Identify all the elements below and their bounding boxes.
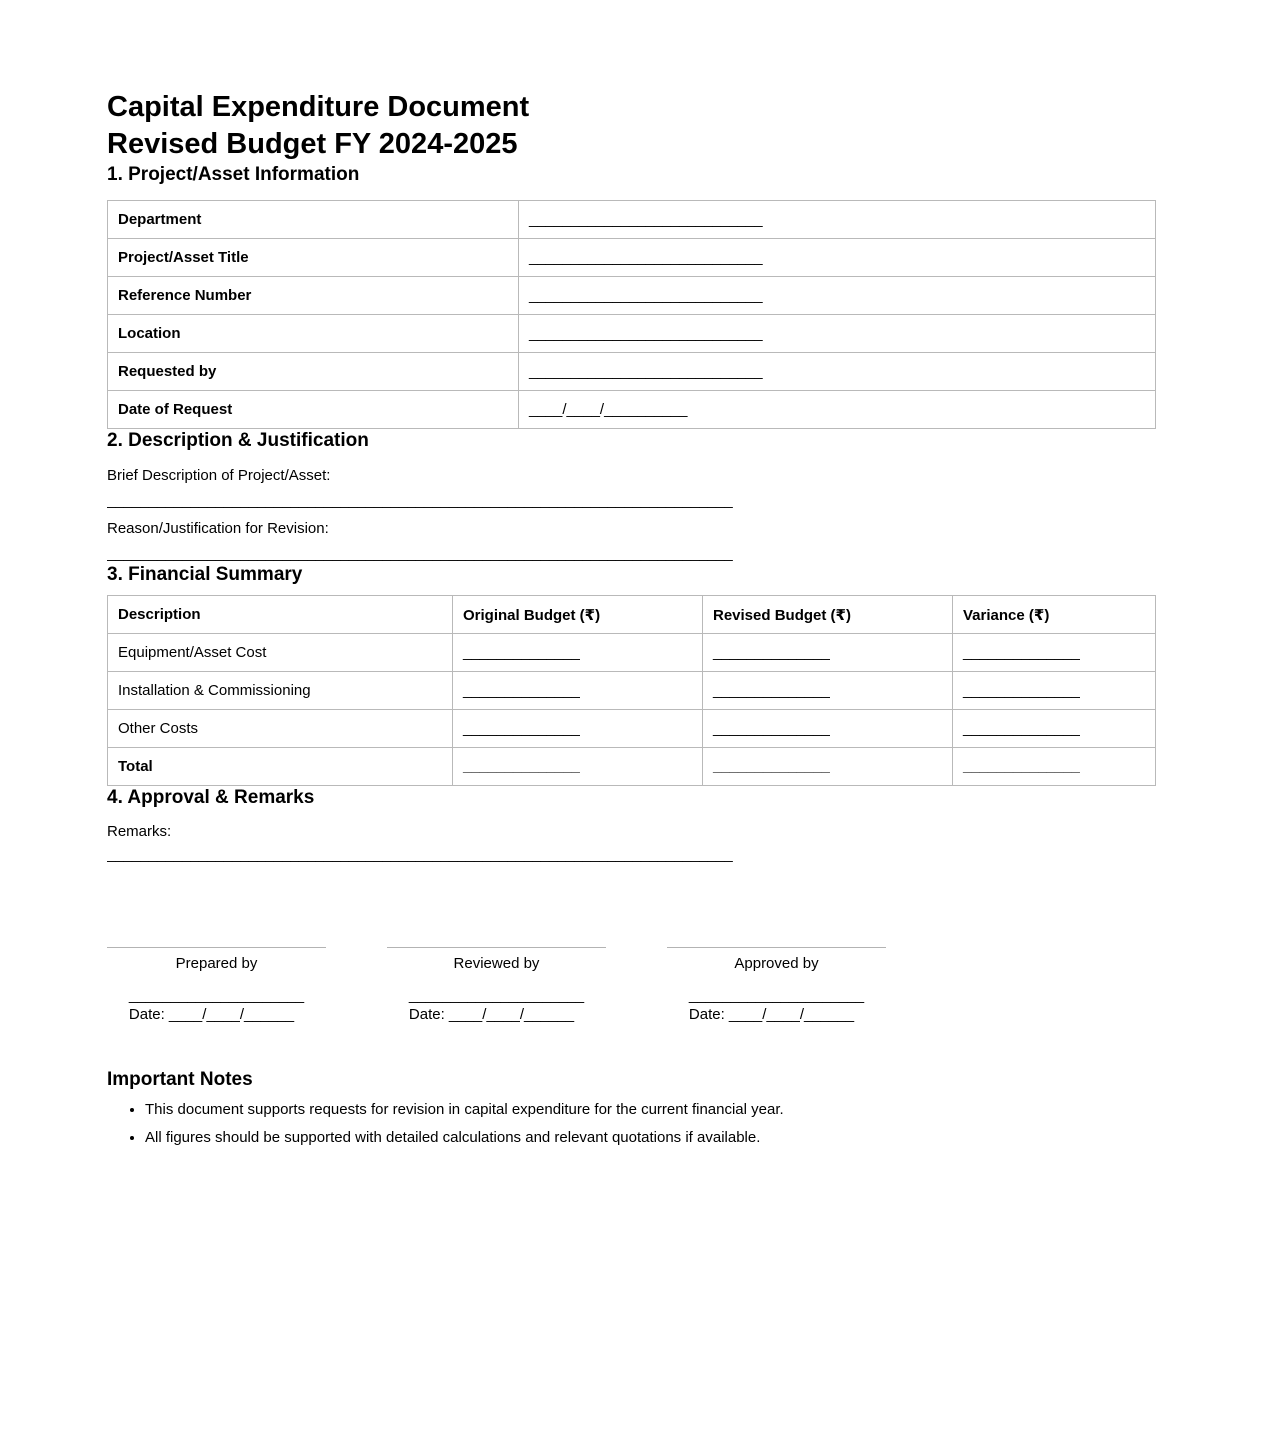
section-4-heading: 4. Approval & Remarks bbox=[107, 787, 315, 808]
justification-blank-line: ___________________________________________________________________________ bbox=[107, 545, 733, 562]
date-label: Date: ____/____/______ bbox=[128, 1006, 295, 1023]
blank-line-reference-number: ____________________________ bbox=[519, 277, 1156, 315]
field-label-location: Location bbox=[108, 315, 519, 353]
blank-cell: ______________ bbox=[953, 634, 1156, 672]
blank-cell: ______________ bbox=[453, 634, 703, 672]
table-header-row bbox=[108, 596, 1156, 634]
table-row bbox=[108, 634, 1156, 672]
blank-cell: ______________ bbox=[453, 672, 703, 710]
field-label-project-title: Project/Asset Title bbox=[108, 239, 519, 277]
column-header-revised-budget: Revised Budget (₹) bbox=[703, 596, 953, 634]
row-label-other-costs: Other Costs bbox=[108, 710, 453, 748]
table-row-total bbox=[108, 748, 1156, 786]
blank-cell: ______________ bbox=[953, 672, 1156, 710]
blank-line-department: ____________________________ bbox=[519, 201, 1156, 239]
signature-section bbox=[107, 947, 1156, 1024]
column-header-variance: Variance (₹) bbox=[953, 596, 1156, 634]
row-label-total: Total bbox=[108, 748, 453, 786]
document-title bbox=[107, 89, 1156, 163]
brief-description-label: Brief Description of Project/Asset: bbox=[107, 467, 331, 484]
signature-line: _____________________ bbox=[408, 987, 585, 1004]
column-header-description: Description bbox=[108, 596, 453, 634]
date-label: Date: ____/____/______ bbox=[688, 1006, 855, 1023]
date-label: Date: ____/____/______ bbox=[408, 1006, 575, 1023]
brief-description-blank-line: ___________________________________________________________________________ bbox=[107, 492, 733, 509]
row-label-installation: Installation & Commissioning bbox=[108, 672, 453, 710]
column-header-original-budget: Original Budget (₹) bbox=[453, 596, 703, 634]
blank-cell: ______________ bbox=[953, 710, 1156, 748]
important-notes-list bbox=[107, 1100, 1156, 1147]
field-label-reference-number: Reference Number bbox=[108, 277, 519, 315]
signature-line: _____________________ bbox=[688, 987, 865, 1004]
section-1-heading: 1. Project/Asset Information bbox=[107, 164, 360, 185]
blank-cell: ______________ bbox=[703, 748, 953, 786]
justification-label: Reason/Justification for Revision: bbox=[107, 520, 329, 537]
project-info-table bbox=[107, 200, 1156, 429]
title-line-1: Capital Expenditure Document bbox=[107, 91, 530, 123]
blank-cell: ______________ bbox=[703, 634, 953, 672]
date-field bbox=[129, 986, 304, 1024]
table-row bbox=[108, 391, 1156, 429]
remarks-blank-line: ___________________________________________________________________________ bbox=[107, 846, 733, 863]
note-item: • This document supports requests for revision in capital expenditure for the current financial year. bbox=[145, 1100, 1156, 1119]
row-label-equipment-cost: Equipment/Asset Cost bbox=[108, 634, 453, 672]
blank-cell: ______________ bbox=[953, 748, 1156, 786]
blank-line-date-of-request: ____/____/__________ bbox=[519, 391, 1156, 429]
signature-block-reviewed bbox=[387, 947, 606, 1024]
field-label-requested-by: Requested by bbox=[108, 353, 519, 391]
blank-cell: ______________ bbox=[453, 748, 703, 786]
blank-cell: ______________ bbox=[453, 710, 703, 748]
signature-role-label: Approved by bbox=[734, 955, 819, 972]
blank-line-project-title: ____________________________ bbox=[519, 239, 1156, 277]
signature-role-label: Prepared by bbox=[175, 955, 258, 972]
signature-line: _____________________ bbox=[128, 987, 305, 1004]
table-row bbox=[108, 201, 1156, 239]
blank-line-location: ____________________________ bbox=[519, 315, 1156, 353]
financial-summary-table bbox=[107, 595, 1156, 786]
note-item: • All figures should be supported with detailed calculations and relevant quotations if available. bbox=[145, 1128, 1156, 1147]
section-2-heading: 2. Description & Justification bbox=[107, 430, 369, 451]
title-line-2: Revised Budget FY 2024-2025 bbox=[107, 128, 518, 160]
section-3-heading: 3. Financial Summary bbox=[107, 564, 303, 585]
important-notes-heading: Important Notes bbox=[107, 1069, 253, 1090]
table-row bbox=[108, 277, 1156, 315]
field-label-date-of-request: Date of Request bbox=[108, 391, 519, 429]
signature-block-prepared bbox=[107, 947, 326, 1024]
date-field bbox=[689, 986, 864, 1024]
remarks-label: Remarks: bbox=[107, 823, 172, 840]
table-row bbox=[108, 710, 1156, 748]
signature-role-label: Reviewed by bbox=[453, 955, 540, 972]
field-label-department: Department bbox=[108, 201, 519, 239]
blank-cell: ______________ bbox=[703, 710, 953, 748]
table-row bbox=[108, 672, 1156, 710]
signature-block-approved bbox=[667, 947, 886, 1024]
date-field bbox=[409, 986, 584, 1024]
table-row bbox=[108, 353, 1156, 391]
blank-line-requested-by: ____________________________ bbox=[519, 353, 1156, 391]
blank-cell: ______________ bbox=[703, 672, 953, 710]
table-row bbox=[108, 315, 1156, 353]
table-row bbox=[108, 239, 1156, 277]
